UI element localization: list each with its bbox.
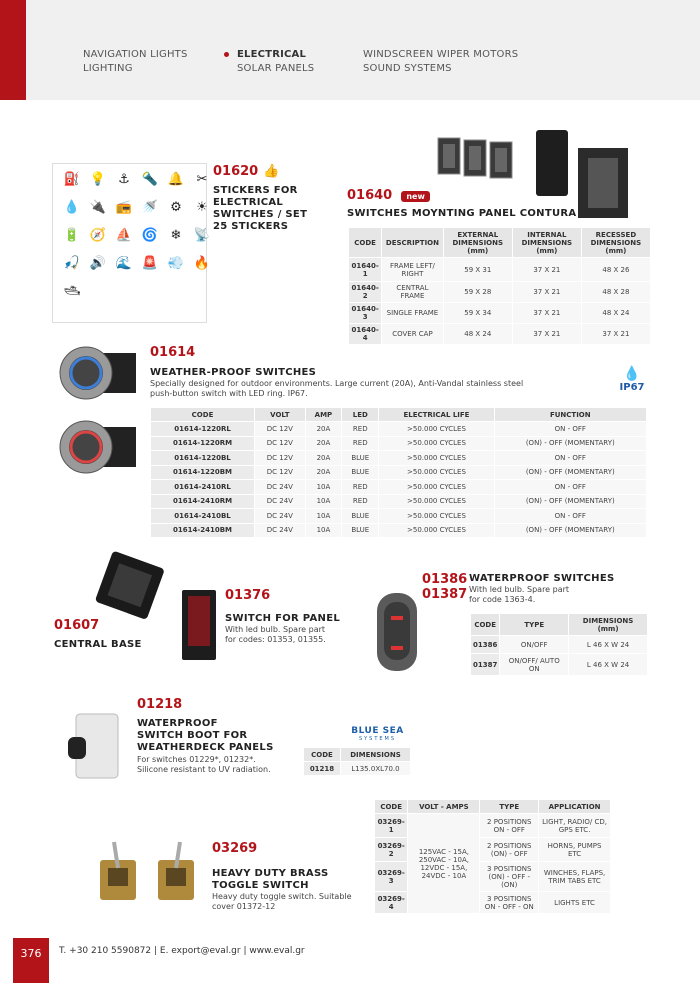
- cell: 01614-2410BM: [151, 523, 255, 538]
- cell: >50.000 CYCLES: [379, 494, 494, 509]
- nav-column-3: [363, 48, 518, 76]
- sticker-icon: 🔊: [89, 256, 107, 271]
- stickers-image: [52, 163, 211, 323]
- cell: 01614-2410RM: [151, 494, 255, 509]
- cell: RED: [342, 422, 379, 437]
- description-line: Silicone resistant to UV radiation.: [137, 765, 271, 774]
- nav-column-1: [83, 48, 188, 76]
- product-code: 01640: [347, 188, 393, 203]
- title-line: WATERPROOF: [137, 718, 218, 729]
- sticker-icon: 🔦: [141, 172, 159, 187]
- table-01614: [150, 407, 647, 538]
- col-header: APPLICATION: [539, 800, 611, 814]
- table-row: [349, 258, 651, 282]
- cell: 10A: [305, 494, 342, 509]
- cell: DC 12V: [255, 465, 306, 480]
- title-line: TOGGLE SWITCH: [212, 880, 309, 891]
- col-header: VOLT: [255, 408, 306, 422]
- col-header: DIMENSIONS: [341, 748, 411, 762]
- col-header: VOLT - AMPS: [408, 800, 480, 814]
- sticker-icon: 🌊: [115, 256, 133, 271]
- cell: CENTRAL FRAME: [382, 282, 443, 303]
- description-line: Heavy duty toggle switch. Suitable: [212, 892, 352, 901]
- product-codes-01386: [422, 572, 468, 602]
- central-base-image: [92, 546, 167, 626]
- sticker-icon: ❄: [170, 228, 182, 243]
- sticker-icon: 🧭: [89, 228, 107, 243]
- col-header: EXTERNAL DIMENSIONS (mm): [443, 228, 512, 258]
- cell: L 46 X W 24: [569, 636, 648, 654]
- cell: 03269-4: [375, 892, 408, 914]
- cell: 20A: [305, 451, 342, 466]
- sticker-icon: 🔌: [89, 200, 107, 215]
- product-01386: [469, 573, 614, 605]
- product-03269: [212, 841, 352, 912]
- col-header: TYPE: [480, 800, 539, 814]
- product-title: WEATHER-PROOF SWITCHES: [150, 367, 317, 378]
- title-line: STICKERS FOR: [213, 185, 298, 196]
- description-line: push-button switch with LED ring. IP67.: [150, 389, 308, 398]
- col-header: TYPE: [500, 614, 569, 636]
- sticker-icon: ✂: [196, 172, 208, 187]
- thumbs-up-icon: 👍: [263, 164, 280, 179]
- title-line: HEAVY DUTY BRASS: [212, 868, 329, 879]
- cell: L 46 X W 24: [569, 654, 648, 676]
- col-header: INTERNAL DIMENSIONS (mm): [512, 228, 581, 258]
- cell: 10A: [305, 523, 342, 538]
- cell: 01386: [471, 636, 500, 654]
- cell: 20A: [305, 465, 342, 480]
- cell: 20A: [305, 422, 342, 437]
- active-dot: [224, 52, 229, 57]
- col-header: AMP: [305, 408, 342, 422]
- cell: DC 12V: [255, 451, 306, 466]
- nav-link-electrical[interactable]: ELECTRICAL: [237, 49, 307, 60]
- sticker-icon: 🚿: [141, 200, 159, 215]
- cell: ON/OFF: [500, 636, 569, 654]
- cell: BLUE: [342, 465, 379, 480]
- cell: DC 24V: [255, 523, 306, 538]
- cell: RED: [342, 480, 379, 495]
- product-01640: [347, 184, 576, 220]
- cell: 37 X 21: [512, 303, 581, 324]
- cell: >50.000 CYCLES: [379, 422, 494, 437]
- cell: DC 24V: [255, 509, 306, 524]
- cell: >50.000 CYCLES: [379, 436, 494, 451]
- cell: >50.000 CYCLES: [379, 480, 494, 495]
- nav-column-2: [224, 48, 314, 76]
- header-accent-bar: [0, 0, 26, 100]
- sticker-icon: 🔥: [193, 256, 211, 271]
- cell: 01614-1220BM: [151, 465, 255, 480]
- cell: (ON) - OFF (MOMENTARY): [494, 436, 646, 451]
- sticker-icon: 🔔: [167, 172, 185, 187]
- nav-link-wiper-motors[interactable]: WINDSCREEN WIPER MOTORS: [363, 49, 519, 60]
- sticker-icon: 🌀: [141, 228, 159, 243]
- col-header: CODE: [349, 228, 382, 258]
- product-title: SWITCH FOR PANEL: [225, 613, 340, 624]
- sticker-icon: 💧: [63, 200, 81, 215]
- title-line: ELECTRICAL: [213, 197, 284, 208]
- col-header: ELECTRICAL LIFE: [379, 408, 494, 422]
- product-title: WATERPROOF SWITCHES: [469, 573, 615, 584]
- cell: ON - OFF: [494, 451, 646, 466]
- nav-link-solar-panels[interactable]: SOLAR PANELS: [237, 63, 315, 74]
- cell: SINGLE FRAME: [382, 303, 443, 324]
- cell: >50.000 CYCLES: [379, 523, 494, 538]
- product-01620: [213, 160, 307, 233]
- table-row: [151, 494, 647, 509]
- table-row: [471, 636, 648, 654]
- product-01218: [137, 697, 274, 775]
- product-code: 03269: [212, 841, 258, 856]
- cell: BLUE: [342, 523, 379, 538]
- brand-sub: SYSTEMS: [358, 736, 397, 742]
- cell: 2 POSITIONS ON - OFF: [480, 814, 539, 838]
- nav-link-navigation-lights[interactable]: NAVIGATION LIGHTS: [83, 49, 188, 60]
- cell: 10A: [305, 509, 342, 524]
- sticker-icon: ⛵: [115, 228, 133, 243]
- description-line: for codes: 01353, 01355.: [225, 635, 326, 644]
- cell: FRAME LEFT/ RIGHT: [382, 258, 443, 282]
- ip-rating: IP67: [619, 382, 645, 393]
- nav-link-sound-systems[interactable]: SOUND SYSTEMS: [363, 63, 452, 74]
- product-01607: [54, 618, 142, 651]
- product-title: SWITCHES MOYNTING PANEL CONTURA: [347, 208, 577, 219]
- product-code: 01607: [54, 618, 100, 633]
- cell: 01640-2: [349, 282, 382, 303]
- product-code: 01620: [213, 164, 259, 179]
- cell: COVER CAP: [382, 324, 443, 345]
- sticker-icon: 🎣: [63, 256, 81, 271]
- table-row: [349, 324, 651, 345]
- sticker-icon: ⚓: [118, 172, 130, 187]
- nav-link-lighting[interactable]: LIGHTING: [83, 63, 133, 74]
- cell: ON/OFF/ AUTO ON: [500, 654, 569, 676]
- table-row: [151, 480, 647, 495]
- col-header: CODE: [304, 748, 341, 762]
- cell: DC 24V: [255, 480, 306, 495]
- table-row: [151, 436, 647, 451]
- cell-volt-amps: 125VAC - 15A, 250VAC - 10A, 12VDC - 15A, 24VDC - 10A: [408, 814, 480, 914]
- cell: DC 12V: [255, 422, 306, 437]
- product-01376: [225, 588, 340, 645]
- sticker-icon: ⛽: [63, 172, 81, 187]
- table-row: [349, 303, 651, 324]
- col-header: DESCRIPTION: [382, 228, 443, 258]
- blue-sea-logo: [345, 726, 410, 742]
- table-row: [349, 282, 651, 303]
- cell: 3 POSITIONS ON - OFF - ON: [480, 892, 539, 914]
- cell: 37 X 21: [581, 324, 650, 345]
- sticker-grid: [61, 170, 211, 302]
- cell: RED: [342, 436, 379, 451]
- table-row: [471, 654, 648, 676]
- description-line: cover 01372-12: [212, 902, 276, 911]
- description-line: With led bulb. Spare part: [469, 585, 570, 594]
- cell: WINCHES, FLAPS, TRIM TABS ETC: [539, 862, 611, 892]
- col-header: CODE: [471, 614, 500, 636]
- cell: 48 X 28: [581, 282, 650, 303]
- cell: 01614-1220BL: [151, 451, 255, 466]
- table-01386: [470, 613, 648, 676]
- cell: LIGHTS ETC: [539, 892, 611, 914]
- sticker-icon: ☀: [196, 200, 208, 215]
- cell: 10A: [305, 480, 342, 495]
- sticker-icon: 🛥: [63, 284, 81, 299]
- table-03269: [374, 799, 611, 914]
- sticker-icon: 🚨: [141, 256, 159, 271]
- sticker-icon: 💨: [167, 256, 185, 271]
- sticker-icon: 📻: [115, 200, 133, 215]
- sticker-icon: 📡: [193, 228, 211, 243]
- sticker-icon: ⚙: [170, 200, 182, 215]
- product-code: 01614: [150, 345, 196, 360]
- cell: BLUE: [342, 451, 379, 466]
- cell: 01640-4: [349, 324, 382, 345]
- cell: 37 X 21: [512, 324, 581, 345]
- table-row: [151, 451, 647, 466]
- cell: DC 24V: [255, 494, 306, 509]
- table-01640: [348, 227, 651, 345]
- cell: 3 POSITIONS (ON) - OFF - (ON): [480, 862, 539, 892]
- page-number: 376: [13, 938, 49, 983]
- cell: 20A: [305, 436, 342, 451]
- cell: (ON) - OFF (MOMENTARY): [494, 465, 646, 480]
- title-line: SWITCHES / SET: [213, 209, 308, 220]
- footer-contact: T. +30 210 5590872 | E. export@eval.gr | www.eval.gr: [59, 946, 305, 956]
- col-header: DIMENSIONS (mm): [569, 614, 648, 636]
- table-row: [151, 523, 647, 538]
- waterproof-switch-image: [372, 590, 422, 675]
- description-line: With led bulb. Spare part: [225, 625, 326, 634]
- cell: (ON) - OFF (MOMENTARY): [494, 523, 646, 538]
- brand-name: BLUE SEA: [351, 726, 404, 736]
- product-01614: [150, 345, 523, 399]
- cell: (ON) - OFF (MOMENTARY): [494, 494, 646, 509]
- cell: 01614-1220RL: [151, 422, 255, 437]
- cell: 2 POSITIONS (ON) - OFF: [480, 838, 539, 862]
- table-row: [304, 762, 411, 776]
- cell: 48 X 24: [581, 303, 650, 324]
- cell: LIGHT, RADIO/ CD, GPS ETC.: [539, 814, 611, 838]
- cell: BLUE: [342, 509, 379, 524]
- panel-switch-image: [180, 588, 220, 663]
- cell: 01614-2410RL: [151, 480, 255, 495]
- cell: 01387: [471, 654, 500, 676]
- product-code: 01376: [225, 588, 271, 603]
- description-line: Specially designed for outdoor environments. Large current (20A), Anti-Vandal stainless steel: [150, 379, 524, 388]
- cell: L135.0XL70.0: [341, 762, 411, 776]
- cell: 48 X 24: [443, 324, 512, 345]
- new-badge: new: [401, 191, 430, 202]
- cell: 59 X 34: [443, 303, 512, 324]
- cell: >50.000 CYCLES: [379, 509, 494, 524]
- ip67-badge: [617, 366, 647, 393]
- cell: >50.000 CYCLES: [379, 465, 494, 480]
- table-01218: [303, 747, 411, 776]
- cell: 01640-1: [349, 258, 382, 282]
- col-header: CODE: [375, 800, 408, 814]
- col-header: LED: [342, 408, 379, 422]
- title-line: WEATHERDECK PANELS: [137, 742, 274, 753]
- sticker-icon: 🔋: [63, 228, 81, 243]
- cell: 59 X 28: [443, 282, 512, 303]
- col-header: CODE: [151, 408, 255, 422]
- weatherproof-switch-image: [48, 343, 143, 493]
- cell: ON - OFF: [494, 422, 646, 437]
- col-header: FUNCTION: [494, 408, 646, 422]
- cell: 01640-3: [349, 303, 382, 324]
- table-row: [151, 422, 647, 437]
- cell: 59 X 31: [443, 258, 512, 282]
- cell: 01614-1220RM: [151, 436, 255, 451]
- cell: 01218: [304, 762, 341, 776]
- cell: 03269-3: [375, 862, 408, 892]
- cell: >50.000 CYCLES: [379, 451, 494, 466]
- cell: ON - OFF: [494, 509, 646, 524]
- table-body: [151, 422, 647, 538]
- description-line: For switches 01229*, 01232*.: [137, 755, 256, 764]
- cell: 37 X 21: [512, 282, 581, 303]
- toggle-switch-image: [96, 838, 206, 908]
- sticker-icon: 💡: [89, 172, 107, 187]
- description-line: for code 1363-4.: [469, 595, 536, 604]
- title-line: 25 STICKERS: [213, 221, 289, 232]
- col-header: RECESSED DIMENSIONS (mm): [581, 228, 650, 258]
- product-code: 01387: [422, 587, 468, 602]
- table-row: [151, 465, 647, 480]
- cell: DC 12V: [255, 436, 306, 451]
- water-drops-icon: 💧: [623, 366, 641, 382]
- cell: 01614-2410BL: [151, 509, 255, 524]
- cell: RED: [342, 494, 379, 509]
- cell: 48 X 26: [581, 258, 650, 282]
- product-title: CENTRAL BASE: [54, 639, 142, 650]
- cell: 03269-2: [375, 838, 408, 862]
- product-code: 01386: [422, 572, 468, 587]
- title-line: SWITCH BOOT FOR: [137, 730, 248, 741]
- table-row: [151, 509, 647, 524]
- product-code: 01218: [137, 697, 183, 712]
- cell: 03269-1: [375, 814, 408, 838]
- cell: ON - OFF: [494, 480, 646, 495]
- cell: 37 X 21: [512, 258, 581, 282]
- cell: HORNS, PUMPS ETC: [539, 838, 611, 862]
- table-row: [375, 814, 611, 838]
- switch-boot-image: [58, 712, 128, 782]
